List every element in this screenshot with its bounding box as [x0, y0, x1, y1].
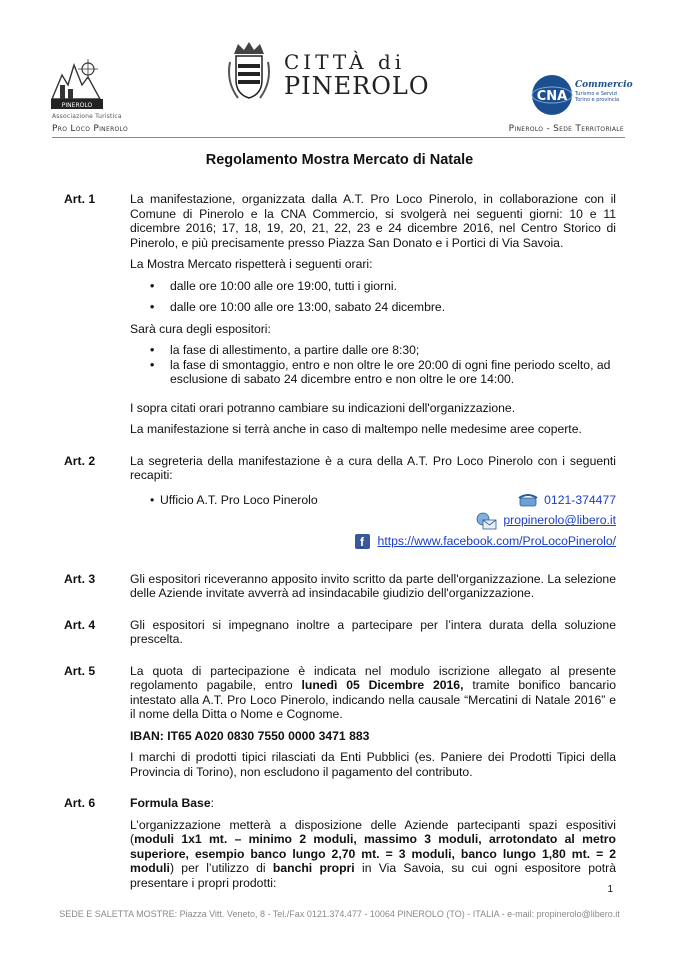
list-item: • dalle ore 10:00 alle ore 13:00, sabato 24 dicembre.	[170, 300, 616, 315]
bullet-list	[130, 343, 616, 387]
module-rules: moduli 1x1 mt. – minimo 2 moduli, massimo 3 moduli, arrotondato al metro superiore, esempio banco lungo 2,70 mt. = 3 moduli, banco lungo 1,80 mt. = 2 moduli	[130, 832, 616, 875]
document-body	[64, 192, 616, 897]
article-2	[64, 454, 616, 554]
email-icon	[475, 512, 497, 530]
header-divider	[52, 137, 625, 138]
letterhead	[0, 0, 679, 150]
cna-sub3-text: Torino e provincia	[575, 97, 620, 103]
own-stalls: banchi propri	[272, 861, 355, 875]
article-label: Art. 2	[64, 453, 96, 468]
article-paragraph: La Mostra Mercato rispetterà i seguenti orari:	[130, 257, 373, 271]
footer-address: SEDE E SALETTA MOSTRE: Piazza Vitt. Veneto, 8 - Tel./Fax 0121.374.477 - 10064 PINEROLO (TO) - ITALIA - e-mail: propinerolo@libero.it	[59, 909, 620, 919]
article-paragraph: Gli espositori riceveranno apposito invito scritto da parte dell'organizzazione. La selezione delle Aziende invitate avverrà ad insindacabile giudizio dell'organizzazione.	[130, 571, 616, 600]
article-label: Art. 6	[64, 796, 96, 810]
facebook-icon: f	[355, 534, 370, 549]
article-paragraph	[130, 664, 616, 722]
article-paragraph: Sarà cura degli espositori:	[130, 321, 271, 336]
article-paragraph: La manifestazione si terrà anche in caso di maltempo nelle medesime aree coperte.	[130, 422, 582, 436]
proloco-label: Pro Loco Pinerolo	[52, 124, 129, 134]
article-1	[64, 192, 616, 437]
phone-number: 0121-374477	[544, 492, 616, 507]
phone-contact	[518, 493, 616, 508]
list-item: • la fase di allestimento, a partire dalle ore 8:30;	[170, 343, 616, 358]
iban: IBAN: IT65 A020 0830 7550 0000 3471 883	[130, 728, 370, 743]
document-title: Regolamento Mostra Mercato di Natale	[205, 152, 474, 168]
article-label: Art. 1	[64, 192, 96, 206]
article-3	[64, 572, 616, 601]
logo-text: PINEROLO	[61, 102, 93, 109]
bullet-list	[130, 279, 616, 315]
city-crest-icon	[226, 42, 272, 104]
city-label: CITTÀ di	[284, 50, 406, 74]
cna-sub2-text: Turismo e Servizi	[575, 91, 618, 97]
city-name: PINEROLO	[284, 72, 430, 100]
list-item: • dalle ore 10:00 alle ore 19:00, tutti i giorni.	[170, 279, 616, 294]
article-paragraph: I marchi di prodotti tipici rilasciati da Enti Pubblici (es. Paniere dei Prodotti Tipici della Provincia di Torino), non escludono il pagamento del contributo.	[130, 750, 616, 779]
association-label: Associazione Turistica	[52, 113, 122, 120]
payment-deadline: lunedì 05 Dicembre 2016,	[301, 678, 464, 692]
article-paragraph: Gli espositori si impegnano inoltre a partecipare per l’intera durata della soluzione prescelta.	[130, 617, 616, 646]
article-label: Art. 3	[64, 571, 96, 586]
cna-logo-icon	[530, 73, 633, 117]
article-5	[64, 664, 616, 780]
text-run: in Via Savoia, su cui ogni espositore potrà presentare i propri prodotti:	[130, 861, 617, 890]
article-heading-line	[130, 796, 616, 811]
cna-sub-text: Commercio	[575, 80, 633, 90]
sede-label: Pinerolo - Sede Territoriale	[508, 124, 624, 134]
facebook-link[interactable]: https://www.facebook.com/ProLocoPinerolo/	[377, 533, 616, 548]
cna-logo-text: CNA	[536, 89, 568, 104]
article-label: Art. 4	[64, 617, 96, 632]
article-6	[64, 796, 616, 890]
article-paragraph: I sopra citati orari potranno cambiare su indicazioni dell'organizzazione.	[130, 400, 516, 415]
text-run: La quota di partecipazione è indicata nel modulo iscrizione allegato al presente regolamento pagabile, entro	[130, 663, 616, 692]
article-heading: Formula Base	[130, 796, 211, 810]
text-run: tramite bonifico bancario intestato alla A.T. Pro Loco Pinerolo, indicando nella causale “Mercatini di Natale 2016” e il nome della Ditta o Nome e Cognome.	[130, 678, 616, 721]
proloco-logo-icon	[48, 55, 108, 111]
contacts-block	[130, 490, 616, 554]
article-paragraph	[130, 818, 616, 891]
text-run: ) per l’utilizzo di	[169, 861, 273, 875]
email-contact[interactable]	[475, 512, 616, 530]
article-4	[64, 618, 616, 647]
text-run: L’organizzazione metterà a disposizione delle Aziende partecipanti spazi espositivi (	[130, 817, 616, 846]
article-paragraph: La manifestazione, organizzata dalla A.T. Pro Loco Pinerolo, in collaborazione con il Comune di Pinerolo e la CNA Commercio, si svolgerà nei seguenti giorni: 10 e 11 dicembre 2016; 17, 18, 19, 20, 21, 22, 23 e 24 dicembre 2016, nel Centro Storico di Pinerolo, e più precisamente presso Piazza San Donato e i Portici di Via Savoia.	[130, 192, 616, 250]
email-link[interactable]: propinerolo@libero.it	[503, 513, 616, 528]
article-label: Art. 5	[64, 663, 96, 678]
facebook-contact[interactable]	[355, 534, 616, 549]
page-number: 1	[607, 884, 613, 895]
article-paragraph: La segreteria della manifestazione è a cura della A.T. Pro Loco Pinerolo con i seguenti recapiti:	[130, 453, 616, 482]
list-item: • la fase di smontaggio, entro e non oltre le ore 20:00 di ogni fine periodo scelto, ad esclusione di sabato 24 dicembre entro e non oltre le ore 14:00.	[170, 358, 616, 387]
text-run: :	[210, 796, 214, 810]
office-name: • Ufficio A.T. Pro Loco Pinerolo	[160, 493, 318, 508]
telephone-icon	[518, 493, 538, 507]
